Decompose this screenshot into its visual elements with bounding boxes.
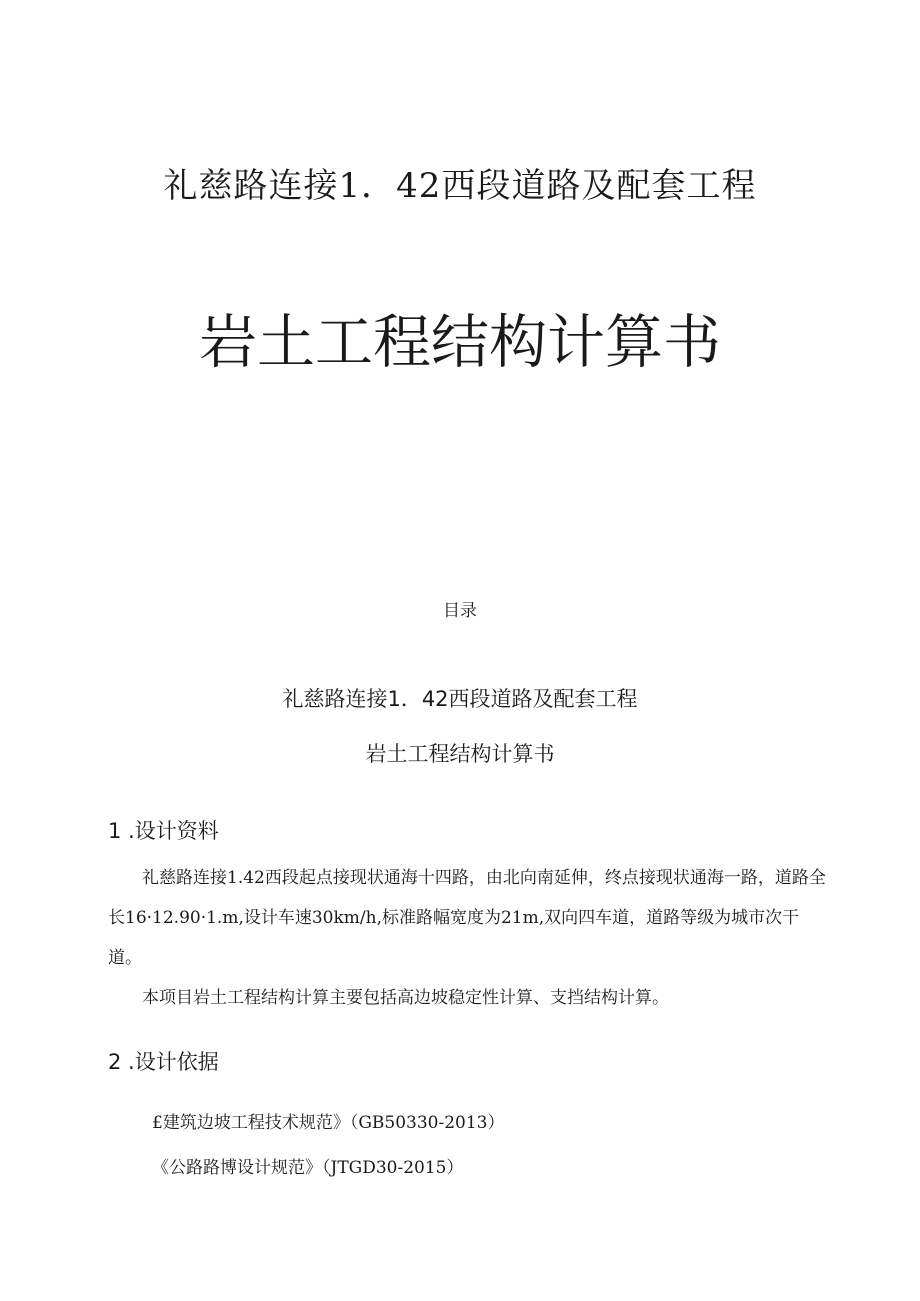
toc-project-title: 礼慈路连接1．42西段道路及配套工程	[282, 687, 638, 711]
paragraph-project-overview: 礼慈路连接1.42西段起点接现状通海十四路，由北向南延伸，终点接现状通海一路，道路全长16·12.90·1.m,设计车速30km/h,标准路幅宽度为21m,双向四车道，道路等级为城市次干道。	[108, 868, 826, 968]
section-heading-design-data: 1 .设计资料	[108, 819, 219, 843]
reference-subgrade-code: 《公路路博设计规范》（JTGD30-2015）	[152, 1158, 464, 1178]
paragraph-calculation-scope: 本项目岩土工程结构计算主要包括高边坡稳定性计算、支挡结构计算。	[142, 988, 669, 1008]
section-heading-design-basis: 2 .设计依据	[108, 1050, 219, 1074]
project-title: 礼慈路连接1．42西段道路及配套工程	[163, 166, 757, 206]
reference-slope-code: £建筑边坡工程技术规范》（GB50330-2013）	[152, 1113, 505, 1133]
document-main-title: 岩土工程结构计算书	[198, 308, 721, 376]
toc-document-title: 岩土工程结构计算书	[365, 742, 555, 766]
table-of-contents-label: 目录	[443, 601, 477, 621]
